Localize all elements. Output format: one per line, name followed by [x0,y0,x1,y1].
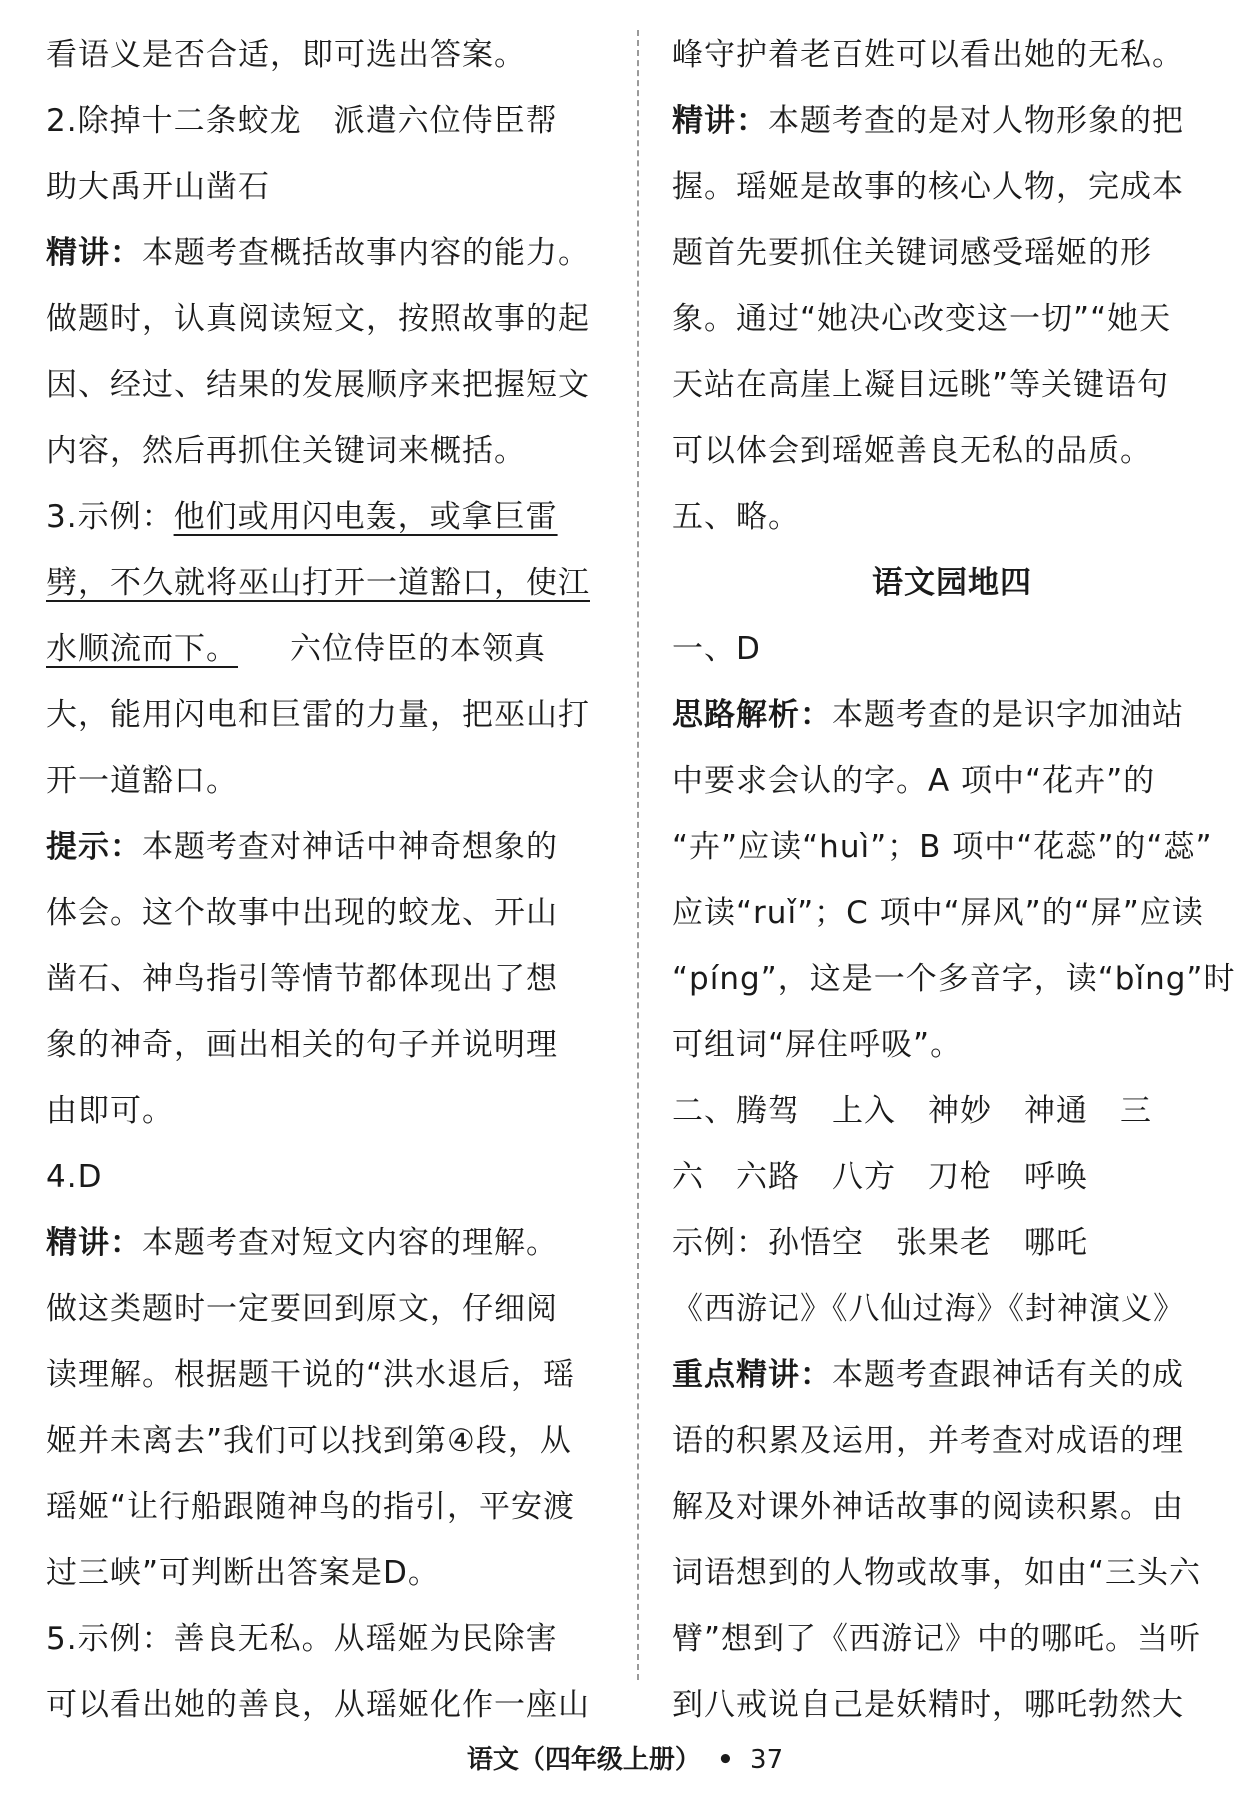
text-line: 五、略。 [672,499,800,535]
bold-label: 精讲： [46,235,142,271]
line-text: 本题考查的是识字加油站 [832,697,1184,733]
text-line: 《西游记》《八仙过海》《封神演义》 [672,1291,1185,1327]
line-text: 本题考查的是对人物形象的把 [768,103,1184,139]
text-line: 一、D [672,631,761,667]
text-line: 词语想到的人物或故事，如由“三头六 [672,1555,1202,1591]
text-line: 语的积累及运用，并考查对成语的理 [672,1423,1184,1459]
footer-separator: • [717,1745,734,1775]
text-line [46,550,606,616]
left-column [46,22,606,1738]
bold-label: 精讲： [46,1225,142,1261]
text-line: 因、经过、结果的发展顺序来把握短文 [46,367,590,403]
line-text: 六位侍臣的本领真 [290,631,546,667]
text-line: 大，能用闪电和巨雷的力量，把巫山打 [46,697,590,733]
underlined-text: 他们或用闪电轰，或拿巨雷 [173,499,558,535]
text-line [46,814,606,880]
underlined-text: 水顺流而下。 [46,631,238,667]
text-line [672,682,1232,748]
page-number: 37 [750,1745,784,1775]
text-line [672,1342,1232,1408]
text-line: “卉”应读“huì”；B 项中“花蕊”的“蕊” [672,829,1213,865]
right-column [672,22,1236,1738]
section-heading: 语文园地四 [872,565,1032,601]
text-line: 象的神奇，画出相关的句子并说明理 [46,1027,558,1063]
text-line [672,88,1232,154]
text-line: 应读“ruǐ”；C 项中“屏风”的“屏”应读 [672,895,1204,931]
text-line: 天站在高崖上凝目远眺”等关键语句 [672,367,1170,403]
bold-label: 思路解析： [672,697,832,733]
page-footer [0,1740,1250,1780]
text-line: 示例：孙悟空 张果老 哪吒 [672,1225,1088,1261]
text-line [46,1210,606,1276]
footer-title: 语文（四年级上册） [466,1745,701,1775]
bold-label: 重点精讲： [672,1357,832,1393]
text-line: 过三峡”可判断出答案是D。 [46,1555,440,1591]
text-line: 读理解。根据题干说的“洪水退后，瑶 [46,1357,576,1393]
text-line: 到八戒说自己是妖精时，哪吒勃然大 [672,1687,1184,1723]
text-line: 握。瑶姬是故事的核心人物，完成本 [672,169,1184,205]
text-line: 4.D [46,1159,103,1195]
text-line: 二、腾驾 上入 神妙 神通 三 [672,1093,1152,1129]
text-line: 凿石、神鸟指引等情节都体现出了想 [46,961,558,997]
text-line: 做题时，认真阅读短文，按照故事的起 [46,301,590,337]
bold-label: 精讲： [672,103,768,139]
text-line: 看语义是否合适，即可选出答案。 [46,37,526,73]
bold-label: 提示： [46,829,142,865]
text-line: 可组词“屏住呼吸”。 [672,1027,963,1063]
text-line: 内容，然后再抓住关键词来概括。 [46,433,526,469]
text-line: “píng”，这是一个多音字，读“bǐng”时 [672,961,1236,997]
text-line: 姬并未离去”我们可以找到第④段，从 [46,1423,572,1459]
text-line: 助大禹开山凿石 [46,169,270,205]
text-line: 可以体会到瑶姬善良无私的品质。 [672,433,1152,469]
text-line: 臂”想到了《西游记》中的哪吒。当听 [672,1621,1202,1657]
text-line: 题首先要抓住关键词感受瑶姬的形 [672,235,1152,271]
text-line: 峰守护着老百姓可以看出她的无私。 [672,37,1184,73]
line-text: 本题考查跟神话有关的成 [832,1357,1184,1393]
text-line: 5.示例：善良无私。从瑶姬为民除害 [46,1621,558,1657]
item-prefix: 3.示例： [46,499,174,535]
text-line: 开一道豁口。 [46,763,238,799]
text-line: 可以看出她的善良，从瑶姬化作一座山 [46,1687,590,1723]
text-line: 解及对课外神话故事的阅读积累。由 [672,1489,1184,1525]
text-line [46,616,606,682]
text-line: 中要求会认的字。A 项中“花卉”的 [672,763,1156,799]
text-line: 瑶姬“让行船跟随神鸟的指引，平安渡 [46,1489,576,1525]
line-text: 本题考查对短文内容的理解。 [142,1225,558,1261]
text-line: 由即可。 [46,1093,174,1129]
line-text: 本题考查对神话中神奇想象的 [142,829,558,865]
text-line [46,484,606,550]
text-line: 体会。这个故事中出现的蛟龙、开山 [46,895,558,931]
text-line: 2.除掉十二条蛟龙 派遣六位侍臣帮 [46,103,558,139]
text-line: 六 六路 八方 刀枪 呼唤 [672,1159,1088,1195]
text-line: 做这类题时一定要回到原文，仔细阅 [46,1291,558,1327]
line-text: 本题考查概括故事内容的能力。 [142,235,590,271]
underlined-text: 劈，不久就将巫山打开一道豁口，使江 [46,565,590,601]
column-divider [637,30,639,1680]
text-line [46,220,606,286]
text-line: 象。通过“她决心改变这一切”“她天 [672,301,1172,337]
